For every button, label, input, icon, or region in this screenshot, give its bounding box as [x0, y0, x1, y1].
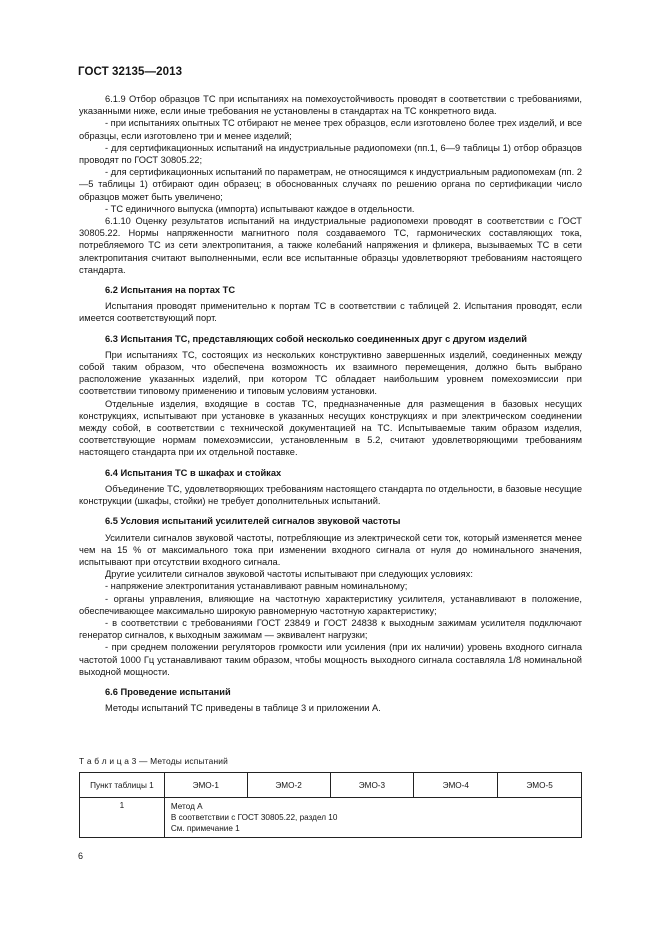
paragraph: Испытания проводят применительно к портам ТС в соответствии с таблицей 2. Испытания проводят, если имеется соответствующий порт. — [79, 301, 582, 324]
list-item: - для сертификационных испытаний по параметрам, не относящимся к индустриальным радиопомехам (пп. 2—5 таблицы 1) отбирают один образец; в обоснованных случаях по решению органа по сертификации число образцов может быть увеличено; — [79, 167, 582, 202]
paragraph: Отдельные изделия, входящие в состав ТС, предназначенные для размещения в базовых несущих конструкциях, испытывают при установке в указанных несущих конструкциях и при электрическом соединении между собой, в соответствии с технической документацией на ТС. Испытываемые таким образом изделия, соответствующие нормам помехоэмиссии, установленным в 5.2, считают удовлетворяющими требованиям настоящего стандарта при их отдельной поставке. — [79, 398, 582, 458]
table-caption: Т а б л и ц а 3 — Методы испытаний — [79, 756, 229, 766]
document-header: ГОСТ 32135—2013 — [78, 66, 183, 78]
clause-6-1-10: 6.1.10 Оценку результатов испытаний на индустриальные радиопомехи проводят в соответствии с ГОСТ 30805.22. Нормы напряженности магнитного поля создаваемого ТС, гармонических составляющих тока, потребляемого ТС из сети электропитания, а также колебаний напряжения и фликера, вызываемых ТС в сети электропитания считают выполненными, если все испытанные образцы удовлетворяют требованиям настоящего стандарта. — [79, 216, 582, 275]
list-item: - при испытаниях опытных ТС отбирают не менее трех образцов, если изготовлено более трех изделий, и все образцы, если изготовлено три и менее изделий; — [79, 118, 582, 141]
paragraph: Методы испытаний ТС приведены в таблице 3 и приложении А. — [105, 703, 381, 714]
section-heading-6-4: 6.4 Испытания ТС в шкафах и стойках — [105, 467, 282, 478]
section-heading-6-2: 6.2 Испытания на портах ТС — [105, 285, 236, 296]
list-item: - в соответствии с требованиями ГОСТ 23849 и ГОСТ 24838 к выходным зажимам усилителя подключают генератор сигналов, к выходным зажимам — эквивалент нагрузки; — [79, 617, 582, 641]
table-cell-method — [164, 798, 581, 838]
section-heading-6-3: 6.3 Испытания ТС, представляющих собой несколько соединенных друг с другом изделий — [105, 333, 527, 344]
table-row — [80, 798, 582, 838]
list-item: - органы управления, влияющие на частотную характеристику усилителя, устанавливают в положение, обеспечивающее максимально широкую равномерную частотную характеристику; — [79, 593, 582, 616]
page-number: 6 — [78, 851, 84, 861]
method-note: См. примечание 1 — [170, 824, 240, 833]
table-header-cell: ЭМО-3 — [330, 773, 414, 798]
list-item: - ТС единичного выпуска (импорта) испытывают каждое в отдельности. — [105, 203, 415, 214]
list-item: - напряжение электропитания устанавливают равным номинальному; — [105, 581, 408, 592]
table-header-cell: ЭМО-1 — [164, 773, 247, 798]
paragraph: Объединение ТС, удовлетворяющих требованиям настоящего стандарта по отдельности, в базовые несущие конструкции (шкафы, стойки) не требует дополнительных испытаний. — [79, 483, 582, 507]
list-item: - при среднем положении регуляторов громкости или усиления (при их наличии) уровень входного сигнала частотой 1000 Гц устанавливают таким образом, чтобы мощность выходного сигнала составляла 1/8 номинальной выходной мощности. — [79, 642, 582, 677]
table-header-row — [80, 773, 582, 798]
table-header-cell: ЭМО-5 — [498, 773, 582, 798]
paragraph: Усилители сигналов звуковой частоты, потребляющие из электрической сети ток, который изменяется менее чем на 15 % от максимального тока при изменении входного сигнала от нуля до номинального значения, испытывают при отсутствии входного сигнала. — [79, 532, 582, 567]
table-header-cell: ЭМО-4 — [414, 773, 498, 798]
clause-6-1-9: 6.1.9 Отбор образцов ТС при испытаниях на помехоустойчивость проводят в соответствии с требованиями, указанными ниже, если иные требования не установлены в стандартах на ТС конкретного вида. — [79, 94, 582, 117]
table-header-cell: ЭМО-2 — [247, 773, 330, 798]
paragraph: При испытаниях ТС, состоящих из нескольких конструктивно завершенных изделий, соединенных между собой таким образом, что обеспечена возможность их взаимного перемещения, должно быть выбрано расположение указанных изделий, при котором ТС обладает наибольшим уровнем помехоэмиссии при соответствии типовому применению и типовым условиям установки. — [79, 349, 582, 397]
method-reference: В соответствии с ГОСТ 30805.22, раздел 10 — [170, 813, 338, 822]
table-header-cell: Пункт таблицы 1 — [80, 773, 165, 798]
table-cell-number: 1 — [80, 798, 165, 838]
document-body — [79, 93, 582, 714]
section-heading-6-6: 6.6 Проведение испытаний — [105, 686, 231, 697]
paragraph: Другие усилители сигналов звуковой частоты испытывают при следующих условиях: — [105, 569, 473, 580]
methods-table — [79, 772, 582, 838]
section-heading-6-5: 6.5 Условия испытаний усилителей сигналов звуковой частоты — [105, 516, 401, 527]
method-name: Метод А — [170, 802, 203, 811]
list-item: - для сертификационных испытаний на индустриальные радиопомехи (пп.1, 6—9 таблицы 1) отбор образцов проводят по ГОСТ 30805.22; — [79, 142, 582, 166]
